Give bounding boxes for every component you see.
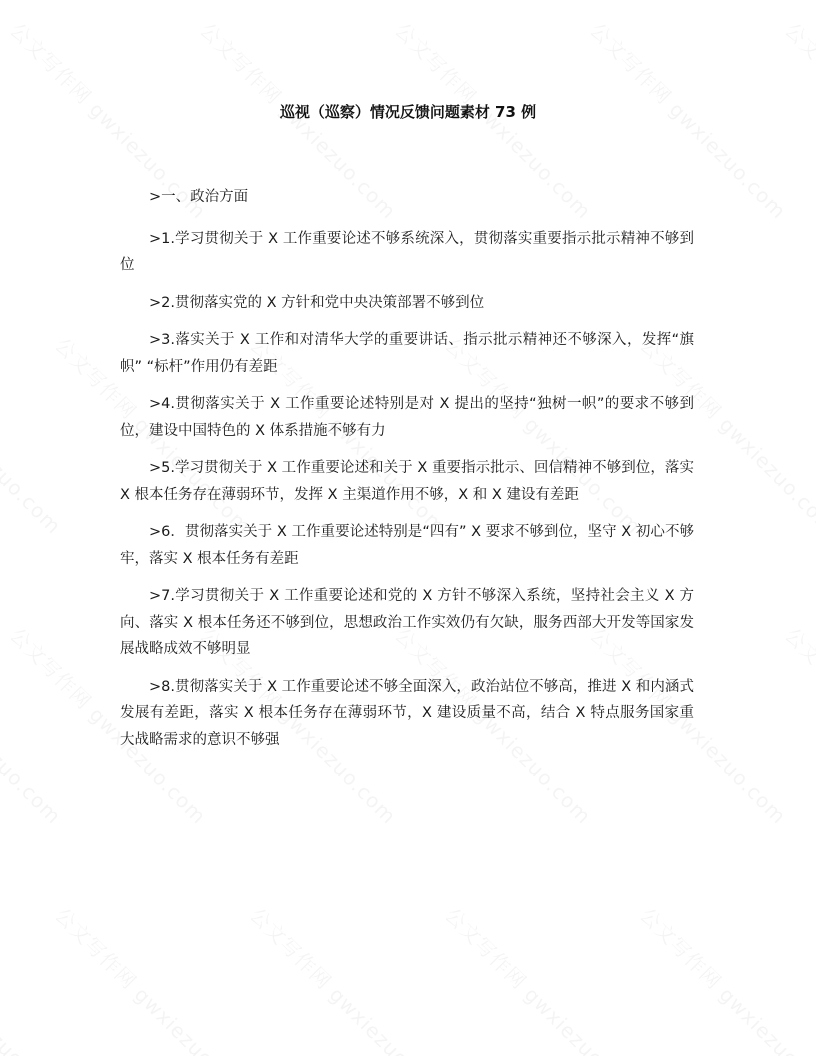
watermark-text xyxy=(779,620,816,829)
list-item: >8.贯彻落实关于 X 工作重要论述不够全面深入，政治站位不够高，推进 X 和内涵式发展有差距，落实 X 根本任务存在薄弱环节，X 建设质量不高，结合 X 特点服务国家重大战略需求的意识不够强 xyxy=(120,678,694,748)
list-item: >7.学习贯彻关于 X 工作重要论述和党的 X 方针不够深入系统，坚持社会主义 X 方向、落实 X 根本任务还不够到位，思想政治工作实效仍有欠缺，服务西部大开发等国家发展战略成效不够明显 xyxy=(120,588,694,657)
list-item: >6．贯彻落实关于 X 工作重要论述特别是“四有” X 要求不够到位，坚守 X 初心不够牢，落实 X 根本任务有差距 xyxy=(120,524,694,567)
watermark-text xyxy=(0,330,69,539)
watermark-text xyxy=(244,900,453,1056)
list-item: >4.贯彻落实关于 X 工作重要论述特别是对 X 提出的坚持“独树一帜”的要求不够到位，建设中国特色的 X 体系措施不够有力 xyxy=(120,396,694,439)
list-item: >1.学习贯彻关于 X 工作重要论述不够系统深入，贯彻落实重要指示批示精神不够到位 xyxy=(120,230,694,273)
watermark-text xyxy=(634,900,816,1056)
watermark-text xyxy=(0,900,69,1056)
watermark-text xyxy=(439,900,648,1056)
list-item: >3.落实关于 X 工作和对清华大学的重要讲话、指示批示精神还不够深入，发挥“旗帜” “标杆”作用仍有差距 xyxy=(120,332,694,375)
section-heading: >一、政治方面 xyxy=(149,189,249,205)
watermark-text xyxy=(49,900,258,1056)
list-item: >5.学习贯彻关于 X 工作重要论述和关于 X 重要指示批示、回信精神不够到位，落实 X 根本任务存在薄弱环节，发挥 X 主渠道作用不够，X 和 X 建设有差距 xyxy=(120,460,694,503)
watermark-text xyxy=(0,620,69,829)
document-title: 巡视（巡察）情况反馈问题素材 73 例 xyxy=(279,103,537,121)
list-item: >2.贯彻落实党的 X 方针和党中央决策部署不够到位 xyxy=(149,294,485,311)
document-body xyxy=(120,184,694,764)
